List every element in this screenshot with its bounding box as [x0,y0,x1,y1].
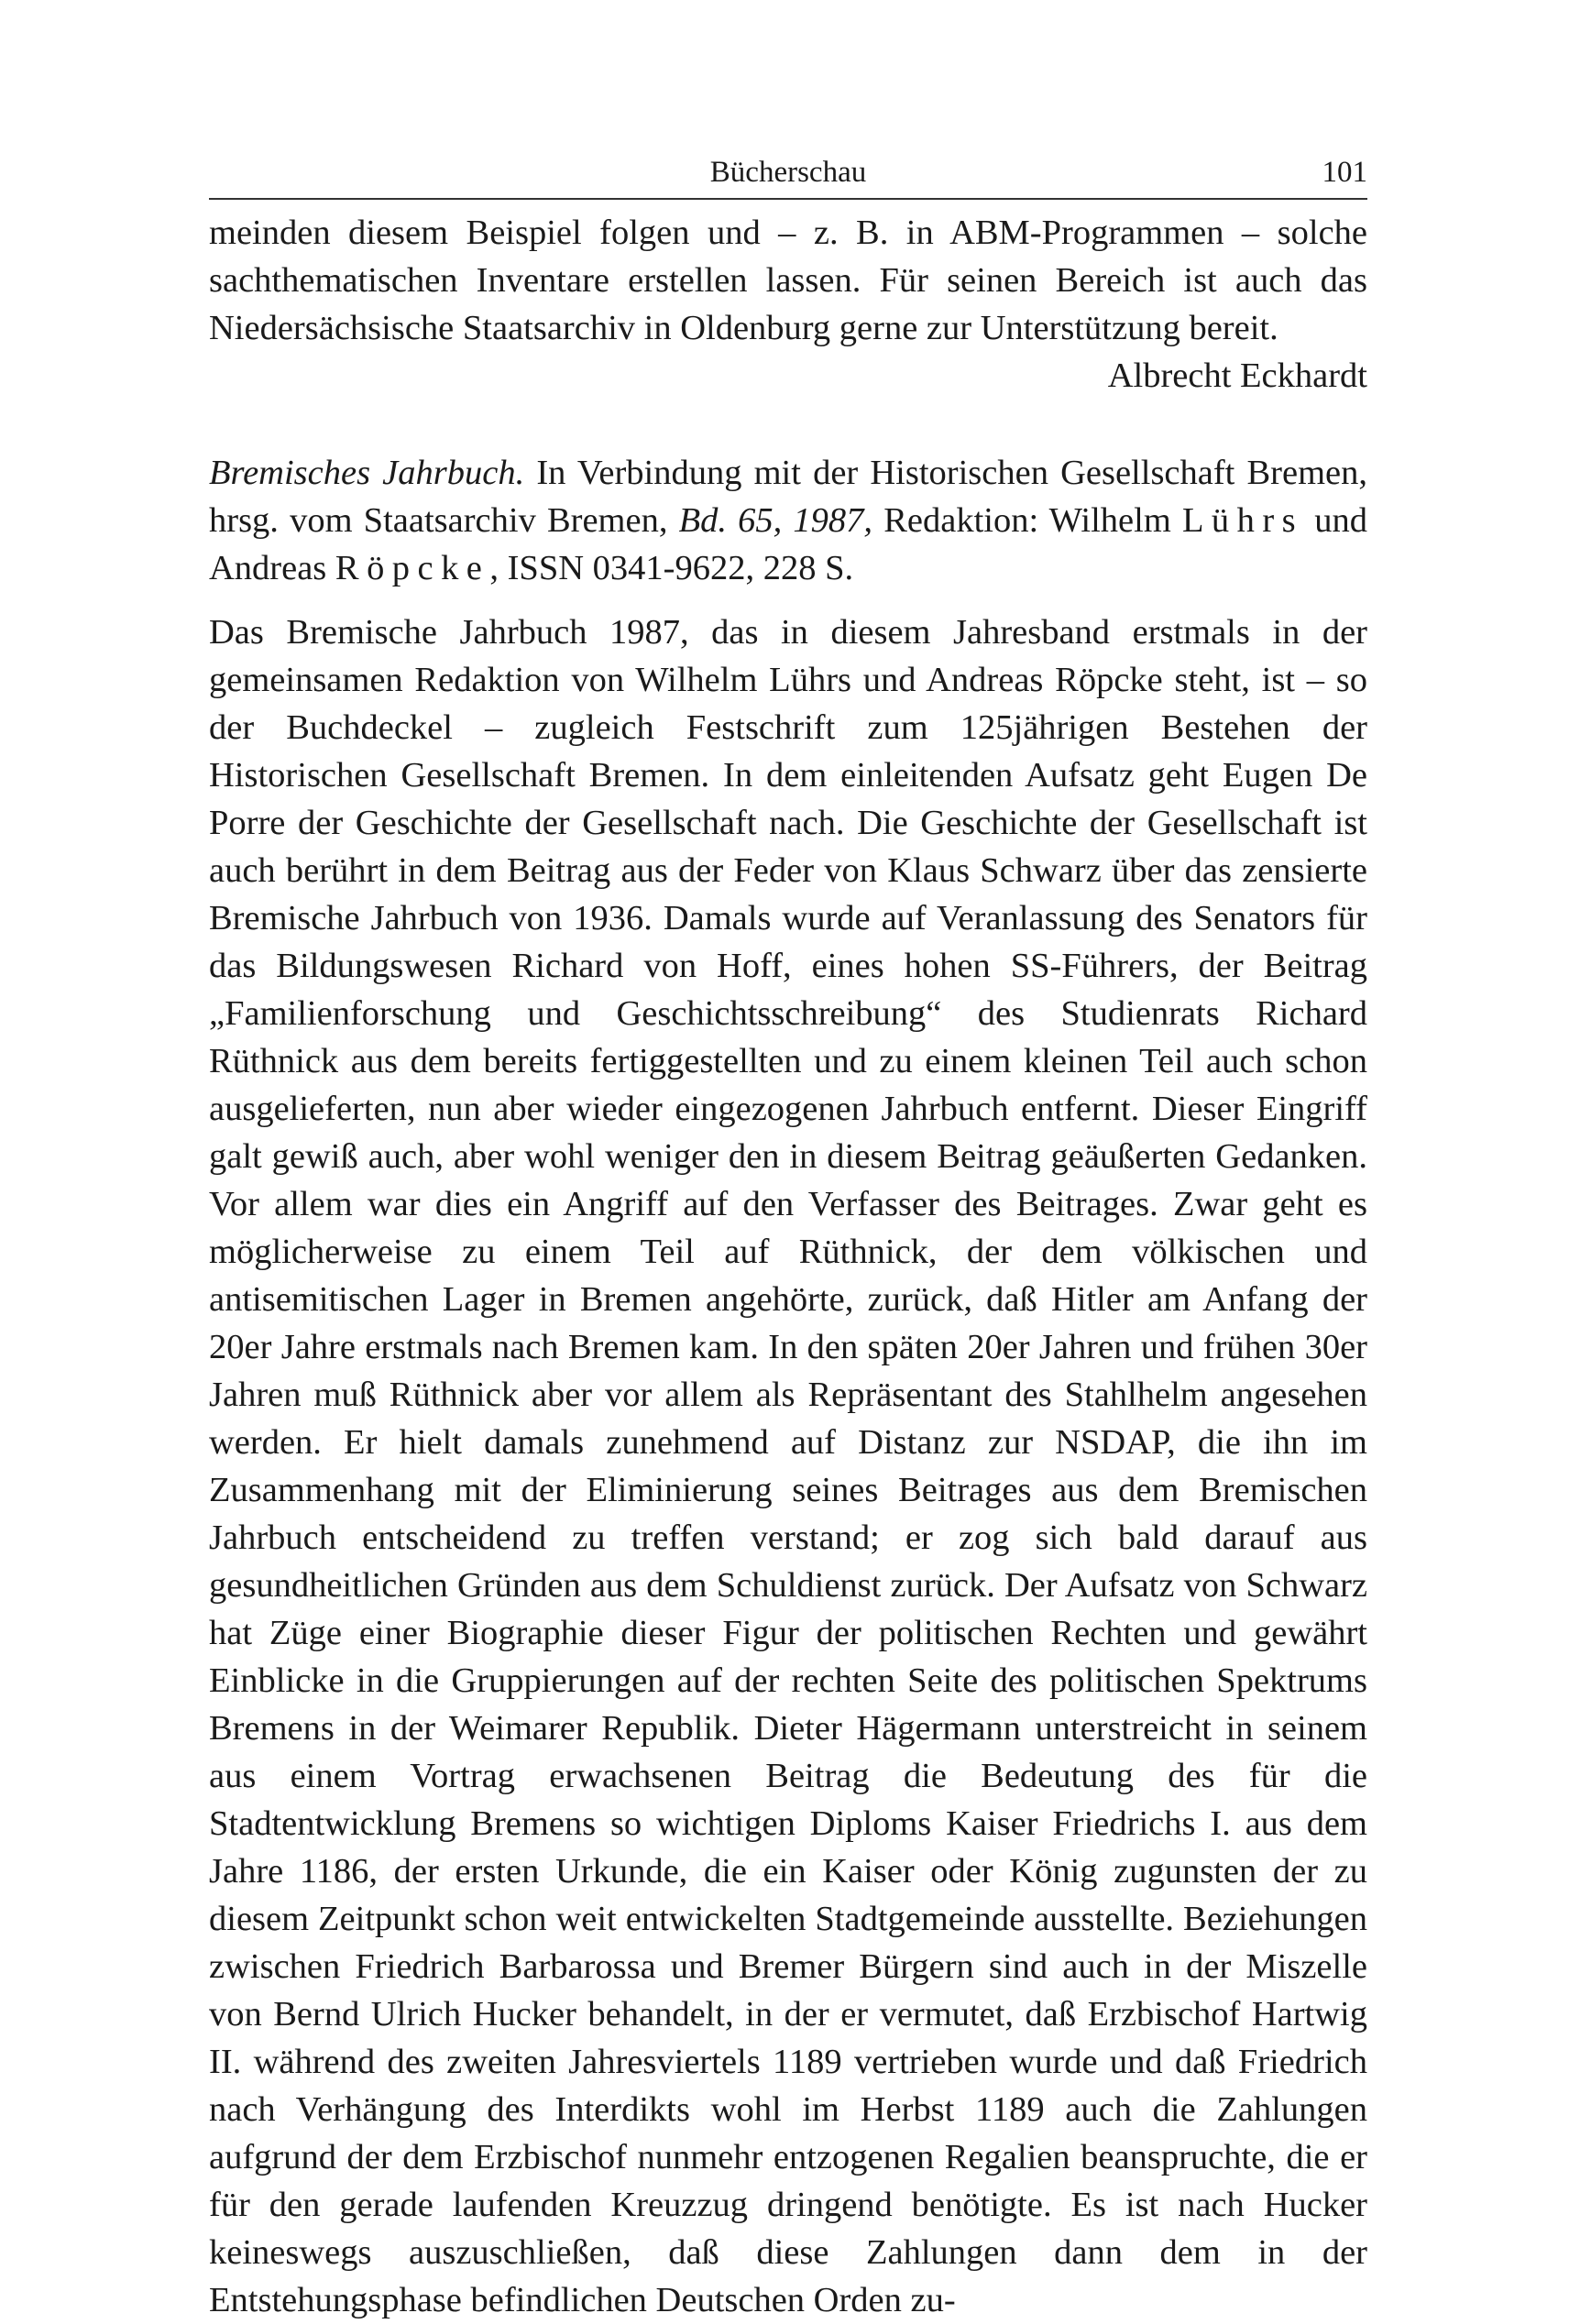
reviewer-signature: Albrecht Eckhardt [1107,356,1367,395]
running-head-title: Bücherschau [709,156,867,189]
book-title: Bremisches Jahrbuch. [209,454,525,492]
review-body: Das Bremische Jahrbuch 1987, das in diesem Jahresband erstmals in der gemeinsamen Redaktion von Wilhelm Lührs und Andreas Röpcke steht, ist – so der Buchdeckel – zugleich Festschrift zum 125jährigen Bestehen der Historischen Gesellschaft Bremen. In dem einleitenden Aufsatz geht Eugen De Porre der Geschichte der Gesellschaft nach. Die Geschichte der Gesellschaft ist auch berührt in dem Beitrag aus der Feder von Klaus Schwarz über das zensierte Bremische Jahrbuch von 1936. Damals wurde auf Veranlassung des Senators für das Bildungswesen Richard von Hoff, eines hohen SS-Führers, der Beitrag „Familienforschung und Geschichtsschreibung“ des Studienrats Richard Rüthnick aus dem bereits fertiggestellten und zu einem kleinen Teil auch schon ausgelieferten, nun aber wieder eingezogenen Jahrbuch entfernt. Dieser Eingriff galt gewiß auch, aber wohl weniger den in diesem Beitrag geäußerten Gedanken. Vor allem war dies ein Angriff auf den Verfasser des Beitrages. Zwar geht es möglicherweise zu einem Teil auf Rüthnick, der dem völkischen und antisemitischen Lager in Bremen angehörte, zurück, daß Hitler am Anfang der 20er Jahre erstmals nach Bremen kam. In den späten 20er Jahren und frühen 30er Jahren muß Rüthnick aber vor allem als Repräsentant des Stahlhelm angesehen werden. Er hielt damals zunehmend auf Distanz zur NSDAP, die ihn im Zusammenhang mit der Eliminierung seines Beitrages aus dem Bremischen Jahrbuch entscheidend zu treffen verstand; er zog sich bald darauf aus gesundheitlichen Gründen aus dem Schuldienst zurück. Der Aufsatz von Schwarz hat Züge einer Biographie dieser Figur der politischen Rechten und gewährt Einblicke in die Gruppierungen auf der rechten Seite des politischen Spektrums Bremens in der Weimarer Republik. Dieter Hägermann unterstreicht in seinem aus einem Vortrag erwachsenen Beitrag die Bedeutung des für die Stadtentwicklung Bremens so wichtigen Diploms Kaiser Friedrichs I. aus dem Jahre 1186, der ersten Urkunde, die ein Kaiser oder König zugunsten der zu diesem Zeitpunkt schon weit entwickelten Stadtgemeinde ausstellte. Beziehungen zwischen Friedrich Barbarossa und Bremer Bürgern sind auch in der Miszelle von Bernd Ulrich Hucker behandelt, in der er vermutet, daß Erzbischof Hartwig II. während des zweiten Jahresviertels 1189 vertrieben wurde und daß Friedrich nach Verhängung des Interdikts wohl im Herbst 1189 auch die Zahlungen aufgrund der dem Erzbischof nunmehr entzogenen Regalien beanspruchte, die er für den gerade laufenden Kreuzzug dringend benötigte. Es ist nach Hucker keineswegs auszuschließen, daß diese Zahlungen dann dem in der Entstehungsphase befindlichen Deutschen Orden zu- [209,613,1367,2319]
running-head [209,147,1367,200]
document-page [209,147,1367,2324]
citation-volume: Bd. 65, 1987, [678,501,873,540]
editor-surname-2: Röpcke [335,549,490,587]
citation-part-1: In Verbindung mit der Historischen Gesellschaft Bremen, hrsg. vom Staatsarchiv Bremen, [209,454,1367,540]
book-citation [209,449,1367,592]
citation-part-4: , ISSN 0341-9622, 228 S. [489,549,854,587]
page-number: 101 [1322,156,1367,189]
editor-surname-1: Lührs [1181,501,1304,540]
previous-review-ending: meinden diesem Beispiel folgen und – z. B. in ABM-Programmen – solche sachthematischen Inventare erstellen lassen. Für seinen Bereich ist auch das Niedersächsische Staatsarchiv in Oldenburg gerne zur Unterstützung bereit. [209,214,1367,347]
citation-part-3: und Andreas [209,501,1368,587]
citation-part-2: Redaktion: Wilhelm [872,501,1182,540]
